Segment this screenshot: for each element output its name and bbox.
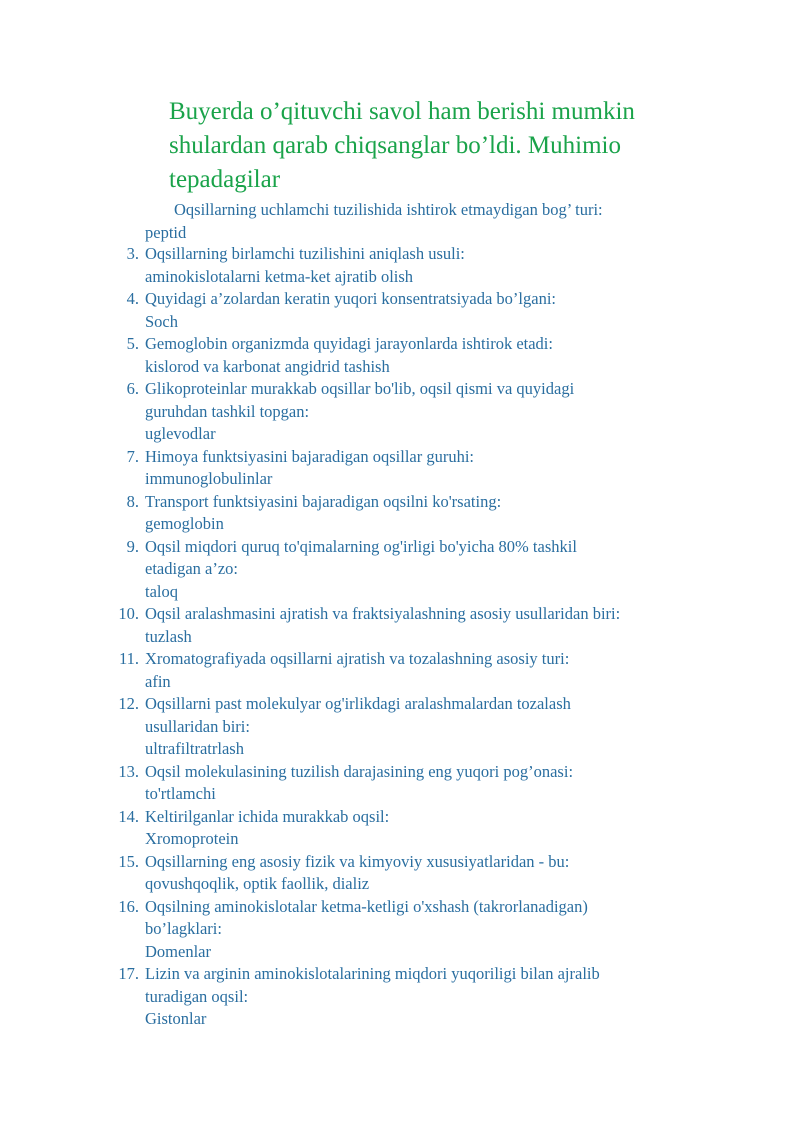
answer-text: taloq <box>145 581 178 601</box>
list-item <box>0 491 800 536</box>
item-number: 3. <box>126 244 139 263</box>
answer-text: kislorod va karbonat angidrid tashish <box>145 356 390 376</box>
answer-text: afin <box>145 671 171 691</box>
item-number: 9. <box>126 536 139 556</box>
intro-question <box>145 199 745 244</box>
question-text: Oqsilning aminokislotalar ketma-ketligi o'xshash (takrorlanadigan) <box>145 896 588 916</box>
question-text: Oqsillarning birlamchi tuzilishini aniqlash usuli: <box>145 244 465 263</box>
list-item <box>0 851 800 896</box>
list-item <box>0 806 800 851</box>
list-item <box>0 446 800 491</box>
answer-text: to'rtlamchi <box>145 784 216 803</box>
list-item <box>0 536 800 604</box>
answer-text: Xromoprotein <box>145 829 239 848</box>
question-text: usullaridan biri: <box>145 716 250 736</box>
list-item <box>0 963 800 1031</box>
note-line: tepadagilar <box>169 166 281 193</box>
list-item <box>0 761 800 806</box>
answer-text: Soch <box>145 311 178 331</box>
question-text: Xromatografiyada oqsillarni ajratish va tozalashning asosiy turi: <box>145 649 570 668</box>
item-number: 15. <box>118 851 139 871</box>
list-item <box>0 896 800 964</box>
question-text: turadigan oqsil: <box>145 986 249 1006</box>
question-text: bo’lagklari: <box>145 919 222 938</box>
answer-text: peptid <box>145 222 187 242</box>
question-text: Gemoglobin organizmda quyidagi jarayonlarda ishtirok etadi: <box>145 334 553 353</box>
item-number: 12. <box>118 694 139 713</box>
question-text: Keltirilganlar ichida murakkab oqsil: <box>145 806 390 826</box>
question-text: Oqsillarni past molekulyar og'irlikdagi aralashmalardan tozalash <box>145 694 571 713</box>
answer-text: Gistonlar <box>145 1009 207 1028</box>
item-number: 16. <box>118 896 139 916</box>
answer-text: uglevodlar <box>145 424 216 443</box>
question-list <box>0 243 800 1031</box>
question-text: etadigan a’zo: <box>145 559 238 578</box>
answer-text: qovushqoqlik, optik faollik, dializ <box>145 874 370 893</box>
question-text: Oqsillarning eng asosiy fizik va kimyoviy xususiyatlaridan - bu: <box>145 851 570 871</box>
answer-text: tuzlash <box>145 626 192 646</box>
answer-text: gemoglobin <box>145 514 224 533</box>
list-item <box>0 693 800 761</box>
item-number: 6. <box>126 379 139 398</box>
highlight-note <box>169 95 769 197</box>
list-item <box>0 333 800 378</box>
answer-text: ultrafiltratrlash <box>145 739 244 758</box>
answer-text: aminokislotalarni ketma-ket ajratib olish <box>145 266 414 286</box>
list-item <box>0 603 800 648</box>
item-number: 8. <box>126 491 139 511</box>
question-text: guruhdan tashkil topgan: <box>145 401 310 421</box>
list-item <box>0 648 800 693</box>
item-number: 11. <box>118 649 139 668</box>
list-item <box>0 378 800 446</box>
item-number: 14. <box>118 806 139 826</box>
note-line: shulardan qarab chiqsanglar bo’ldi. Muhimio <box>169 132 621 159</box>
question-text: Glikoproteinlar murakkab oqsillar bo'lib, oqsil qismi va quyidagi <box>145 379 575 398</box>
question-text: Transport funktsiyasini bajaradigan oqsilni ko'rsating: <box>145 491 502 511</box>
item-number: 17. <box>118 964 139 983</box>
item-number: 13. <box>118 761 139 781</box>
list-item <box>0 243 800 288</box>
question-text: Oqsil aralashmasini ajratish va fraktsiyalashning asosiy usullaridan biri: <box>145 604 621 623</box>
answer-text: immunoglobulinlar <box>145 469 273 488</box>
item-number: 4. <box>126 289 139 308</box>
item-number: 5. <box>126 334 139 353</box>
item-number: 10. <box>118 604 139 623</box>
question-text: Oqsil miqdori quruq to'qimalarning og'irligi bo'yicha 80% tashkil <box>145 536 577 556</box>
question-text: Oqsillarning uchlamchi tuzilishida ishtirok etmaydigan bog’ turi: <box>174 200 603 219</box>
question-text: Lizin va arginin aminokislotalarining miqdori yuqoriligi bilan ajralib <box>145 964 600 983</box>
answer-text: Domenlar <box>145 941 211 961</box>
list-item <box>0 288 800 333</box>
question-text: Oqsil molekulasining tuzilish darajasining eng yuqori pog’onasi: <box>145 761 574 781</box>
question-text: Quyidagi a’zolardan keratin yuqori konsentratsiyada bo’lgani: <box>145 289 556 308</box>
note-line: Buyerda o’qituvchi savol ham berishi mumkin <box>169 98 635 125</box>
item-number: 7. <box>126 446 139 466</box>
question-text: Himoya funktsiyasini bajaradigan oqsillar guruhi: <box>145 446 475 466</box>
